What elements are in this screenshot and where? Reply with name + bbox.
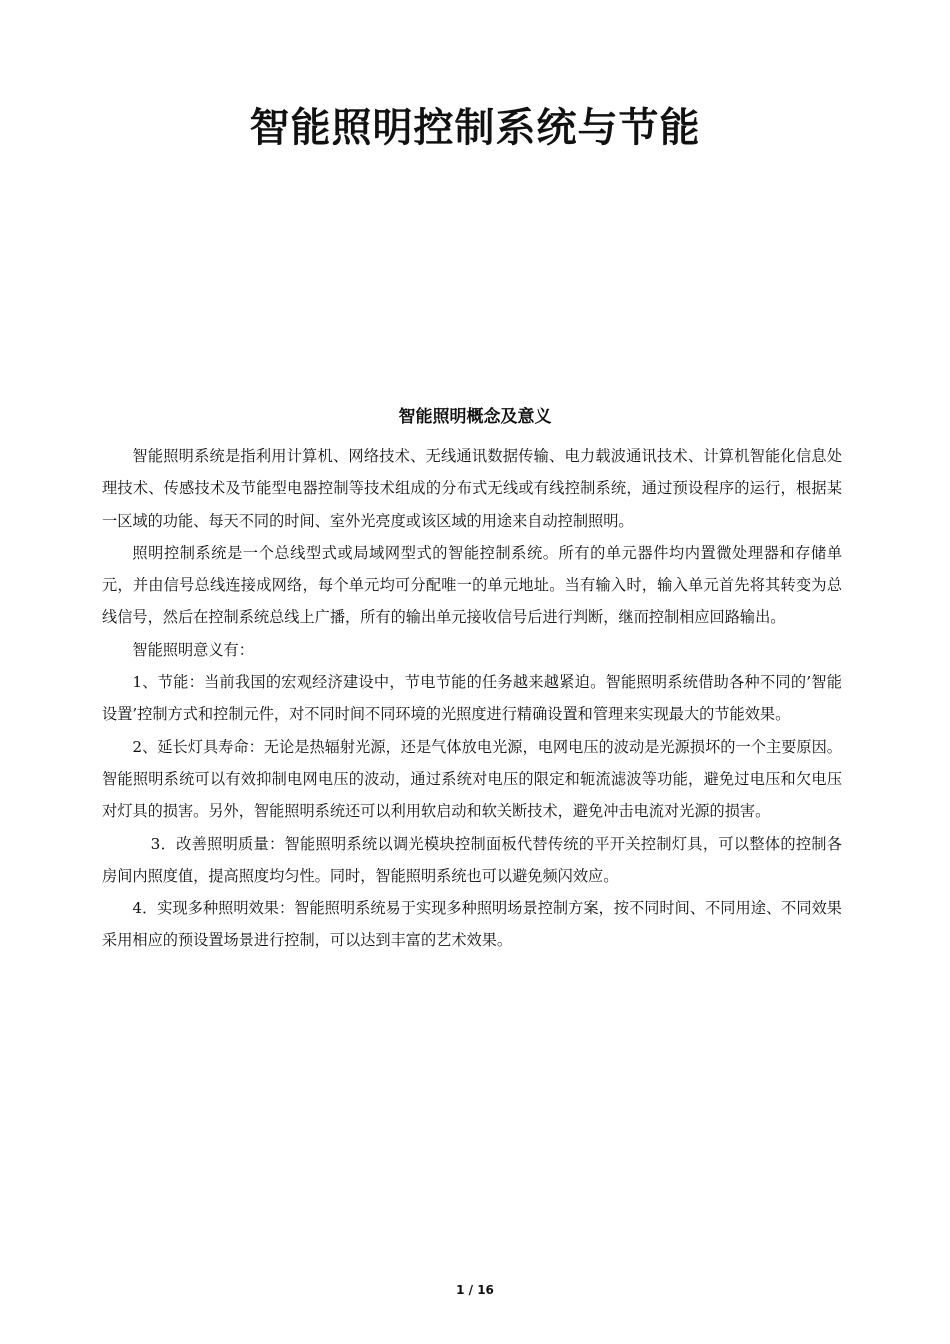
page-separator: / bbox=[464, 1283, 478, 1297]
document-title: 智能照明控制系统与节能 bbox=[249, 104, 701, 151]
page-number bbox=[0, 1280, 950, 1300]
paragraph-lamp-life: 2、延长灯具寿命：无论是热辐射光源，还是气体放电光源，电网电压的波动是光源损坏的一个主要原因。智能照明系统可以有效抑制电网电压的波动，通过系统对电压的限定和轭流滤波等功能，避免过电压和欠电压对灯具的损害。另外，智能照明系统还可以利用软启动和软关断技术，避免冲击电流对光源的损害。 bbox=[102, 737, 842, 821]
paragraph-significance-intro: 智能照明意义有： bbox=[132, 640, 254, 659]
paragraph-definition: 智能照明系统是指利用计算机、网络技术、无线通讯数据传输、电力载波通讯技术、计算机智能化信息处理技术、传感技术及节能型电器控制等技术组成的分布式无线或有线控制系统，通过预设程序的运行，根据某一区域的功能、每天不同的时间、室外光亮度或该区域的用途来自动控制照明。 bbox=[102, 447, 842, 530]
section-heading: 智能照明概念及意义 bbox=[398, 407, 552, 427]
paragraph-lighting-quality: 3．改善照明质量：智能照明系统以调光模块控制面板代替传统的平开关控制灯具，可以整体的控制各房间内照度值，提高照度均匀性。同时，智能照明系统也可以避免频闪效应。 bbox=[102, 834, 842, 885]
paragraph-lighting-effects: 4．实现多种照明效果：智能照明系统易于实现多种照明场景控制方案，按不同时间、不同用途、不同效果采用相应的预设置场景进行控制，可以达到丰富的艺术效果。 bbox=[102, 899, 842, 950]
current-page-number: 1 bbox=[456, 1283, 465, 1297]
document-body bbox=[102, 440, 842, 957]
paragraph-system-structure: 照明控制系统是一个总线型式或局域网型式的智能控制系统。所有的单元器件均内置微处理器和存储单元，并由信号总线连接成网络，每个单元均可分配唯一的单元地址。当有输入时，输入单元首先将其转变为总线信号，然后在控制系统总线上广播，所有的输出单元接收信号后进行判断，继而控制相应回路输出。 bbox=[102, 543, 842, 627]
total-pages: 16 bbox=[477, 1283, 494, 1297]
paragraph-energy-saving: 1、节能：当前我国的宏观经济建设中，节电节能的任务越来越紧迫。智能照明系统借助各种不同的’智能设置’控制方式和控制元件，对不同时间不同环境的光照度进行精确设置和管理来实现最大的节能效果。 bbox=[102, 673, 842, 724]
